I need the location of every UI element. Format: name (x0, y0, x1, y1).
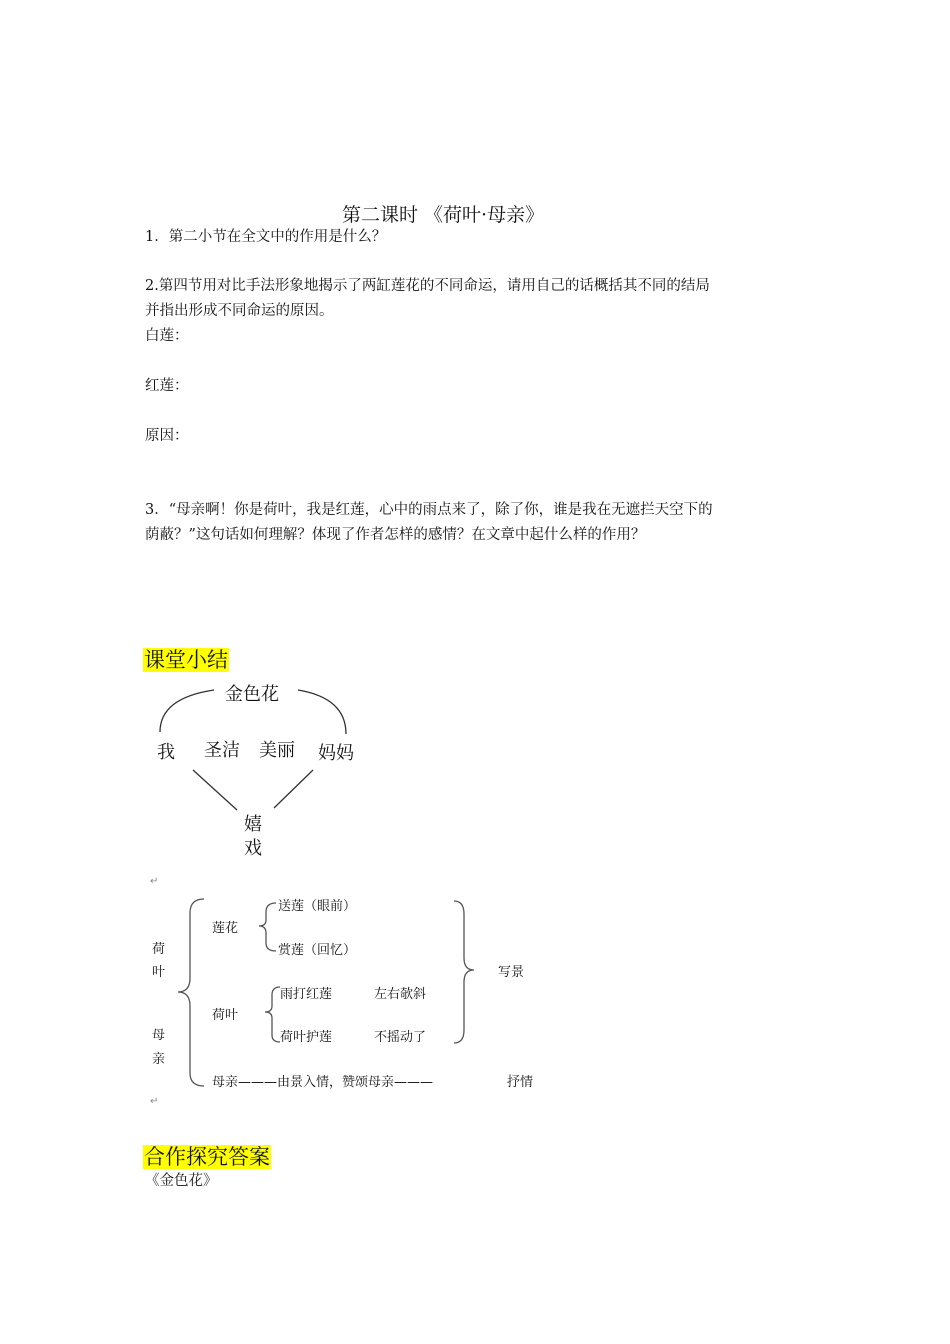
return-mark: ↵ (150, 876, 159, 887)
big-left-brace (178, 899, 204, 1086)
diagram-right-label: 妈妈 (318, 743, 354, 764)
question-3-line-1: 3．“母亲啊！你是荷叶，我是红莲，心中的雨点来了，除了你，谁是我在无遮拦天空下的 (145, 502, 713, 518)
page-title: 第二课时 《荷叶·母亲》 (342, 204, 545, 226)
question-1: 1．第二小节在全文中的作用是什么？ (145, 229, 387, 245)
diagram-mid-label-1: 圣洁 (204, 740, 240, 761)
side-label-mu: 母 (152, 1028, 166, 1043)
line-right-to-bottom (274, 770, 313, 808)
side-label-qin: 亲 (152, 1052, 166, 1067)
scenery-label: 写景 (498, 965, 525, 980)
lotus-label: 莲花 (212, 921, 239, 936)
answers-heading: 合作探究答案 (144, 1145, 270, 1169)
arc-left (160, 690, 214, 732)
question-3-line-2: 荫蔽？”这句话如何理解？体现了作者怎样的感情？在文章中起什么样的作用？ (145, 527, 646, 543)
diagram-mid-label-2: 美丽 (259, 740, 295, 761)
answers-first-item: 《金色花》 (145, 1173, 218, 1189)
steady-label: 不摇动了 (374, 1030, 427, 1045)
emotion-label: 抒情 (507, 1075, 534, 1090)
diagram-bottom-label-1: 嬉 (244, 814, 262, 835)
tilt-label: 左右欹斜 (374, 987, 427, 1002)
diagram-bottom-label-2: 戏 (244, 838, 262, 859)
enjoy-lotus-label: 赏莲（回忆） (278, 943, 357, 958)
summary-heading: 课堂小结 (144, 648, 228, 672)
protect-label: 荷叶护莲 (280, 1030, 333, 1045)
white-lotus-label: 白莲： (145, 328, 189, 344)
question-2-line-2: 并指出形成不同命运的原因。 (145, 303, 334, 319)
leaf-brace (265, 987, 280, 1042)
side-label-ye: 叶 (152, 965, 166, 980)
send-lotus-label: 送莲（眼前） (278, 899, 357, 914)
leaf-label: 荷叶 (212, 1008, 239, 1023)
diagram-left-label: 我 (157, 742, 175, 763)
line-left-to-bottom (193, 770, 237, 810)
question-2-line-1: 2.第四节用对比手法形象地揭示了两缸莲花的不同命运，请用自己的话概括其不同的结局 (145, 278, 710, 294)
big-right-brace (454, 901, 474, 1043)
red-lotus-label: 红莲： (145, 378, 189, 394)
rain-label: 雨打红莲 (280, 987, 333, 1002)
reason-label: 原因： (145, 428, 189, 444)
diagram-top-label: 金色花 (225, 684, 279, 705)
arc-right (298, 690, 346, 734)
return-mark-2: ↵ (150, 1096, 159, 1107)
side-label-he: 荷 (152, 942, 166, 957)
lotus-brace (259, 903, 276, 951)
mother-summary-line: 母亲———由景入情，赞颂母亲——— (212, 1075, 434, 1090)
